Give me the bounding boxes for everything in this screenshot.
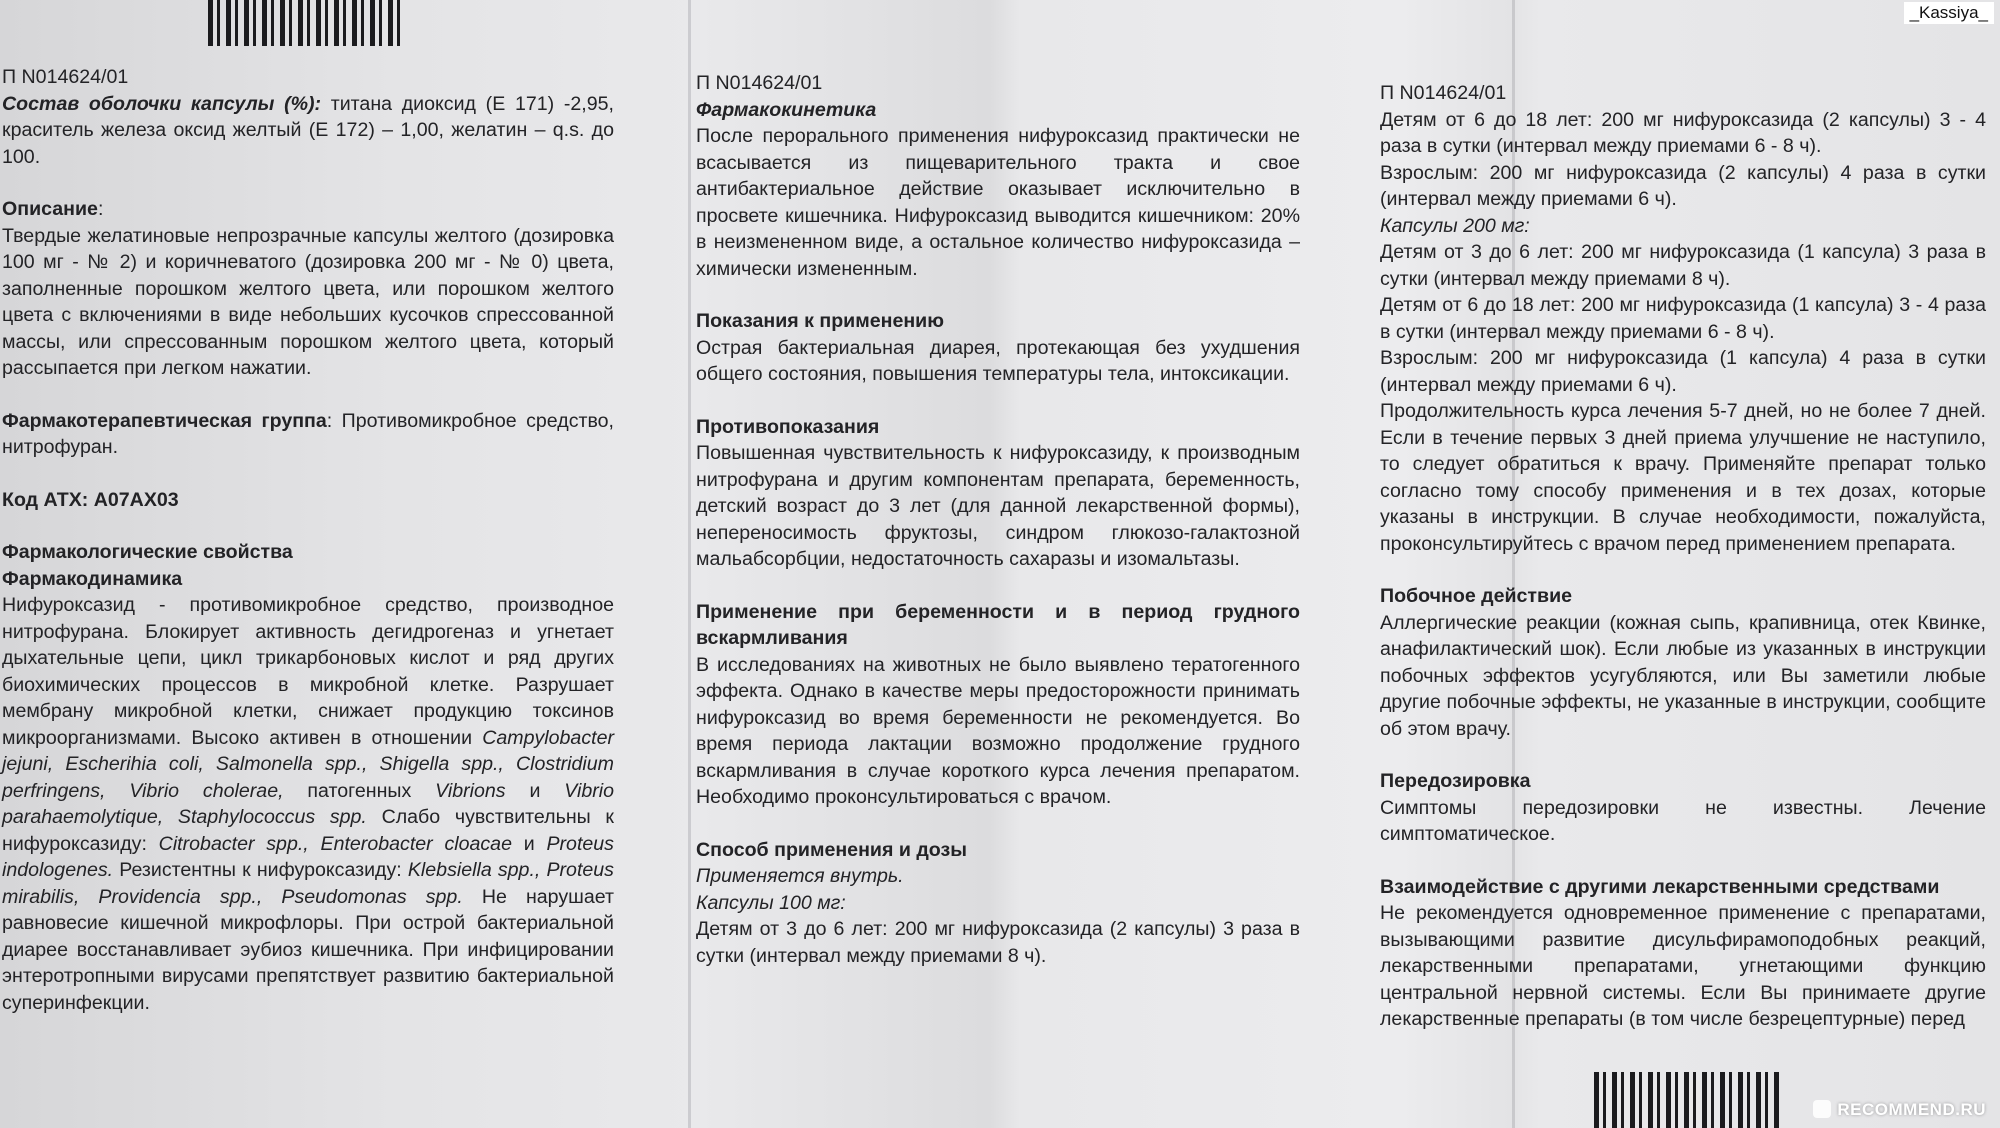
pharm-props-heading: Фармакологические свойства <box>2 541 293 563</box>
barcode-bottom <box>1594 1072 1780 1128</box>
dosage-caps100: Капсулы 100 мг: <box>696 891 846 914</box>
pharm-group: Фармакотерапевтическая группа: Противомикробное средство, нитрофуран. <box>2 409 614 458</box>
indications-heading: Показания к применению <box>696 310 944 332</box>
dosage2-child-6-18: Детям от 6 до 18 лет: 200 мг нифуроксазида (1 капсула) 3 - 4 раза в сутки (интервал между приемами 6 - 8 ч). <box>1380 294 1986 343</box>
pharmacodynamics-text: Нифуроксазид - противомикробное средство, производное нитрофурана. Блокирует активность дегидрогеназ и угнетает дыхательные цепи, цикл трикарбоновых кислот и ряд других биохимических процессов в микробной клетке. Разрушает мембрану микробной клетки, снижает продукцию токсинов микроорганизмами. Высоко активен в отношении Campylobacter jejuni, Escherihia coli, Salmonella spp., Shigella spp., Clostridium perfringens, Vibrio cholerae, патогенных Vibrions и Vibrio parahaemolytique, Staphylococcus spp. Слабо чувствительны к нифуроксазиду: Citrobacter spp., Enterobacter cloacae и Proteus indologenes. Резистентны к нифуроксазиду: Klebsiella spp., Proteus mirabilis, Providencia spp., Pseudomonas spp. Не нарушает равновесие кишечной микрофлоры. При острой бактериальной диарее восстанавливает эубиоз кишечника. При инфицировании энтеротропными вирусами препятствует развитию бактериальной суперинфекции. <box>2 594 614 1014</box>
dosage-child-3-6: Детям от 3 до 6 лет: 200 мг нифуроксазида (2 капсулы) 3 раза в сутки (интервал между приемами 8 ч). <box>696 918 1300 967</box>
dosage2-adult: Взрослым: 200 мг нифуроксазида (1 капсула) 4 раза в сутки (интервал между приемами 6 ч). <box>1380 347 1986 396</box>
column-middle <box>696 70 1300 969</box>
interactions-heading: Взаимодействие с другими лекарственными средствами <box>1380 875 1940 898</box>
dosage2-child-3-6: Детям от 3 до 6 лет: 200 мг нифуроксазида (1 капсула) 3 раза в сутки (интервал между приемами 8 ч). <box>1380 241 1986 290</box>
interactions-text: Не рекомендуется одновременное применение с препаратами, вызывающими развитие дисульфирамоподобных реакций, лекарственными препаратами, угнетающими функцию центральной нервной системы. Если Вы принимаете другие лекарственные препараты (в том числе безрецептурные) перед <box>1380 902 1986 1030</box>
side-effects-heading: Побочное действие <box>1380 585 1573 607</box>
overdose-text: Симптомы передозировки не известны. Лечение симптоматическое. <box>1380 796 1986 845</box>
description-text: Твердые желатиновые непрозрачные капсулы желтого (дозировка 100 мг - № 2) и коричневатого (дозировка 200 мг - № 0) цвета, заполненные порошком желтого цвета, или порошком желтого цвета с включениями в виде небольших кусочков спрессованной массы, или спрессованным порошком желтого цвета, который рассыпается при легком нажатии. <box>2 224 614 379</box>
overdose-heading: Передозировка <box>1380 770 1531 792</box>
recommend-logo-icon <box>1813 1100 1831 1118</box>
description-heading: Описание: <box>2 198 104 220</box>
atc-code: Код АТХ: A07AX03 <box>2 488 179 511</box>
column-left <box>2 64 614 1016</box>
barcode-top <box>208 0 400 46</box>
dosage-child-6-18: Детям от 6 до 18 лет: 200 мг нифуроксазида (2 капсулы) 3 - 4 раза в сутки (интервал между приемами 6 - 8 ч). <box>1380 108 1986 157</box>
contraindications-text: Повышенная чувствительность к нифуроксазиду, к производным нитрофурана и другим компонентам препарата, беременность, детский возраст до 3 лет (для данной лекарственной формы), непереносимость фруктозы, синдром глюкозо-галактозной мальабсорбции, недостаточность сахаразы и изомальтазы. <box>696 442 1300 570</box>
watermark-username: _Kassiya_ <box>1904 2 1994 24</box>
pregnancy-heading: Применение при беременности и в период грудного вскармливания <box>696 600 1300 649</box>
course-duration: Продолжительность курса лечения 5-7 дней, но не более 7 дней. Если в течение первых 3 дней приема улучшение не наступило, то следует обратиться к врачу. Применяйте препарат только согласно тому способу применения и в тех дозах, которые указаны в инструкции. В случае необходимости, пожалуйста, проконсультируйтесь с врачом перед применением препарата. <box>1380 400 1986 555</box>
dosage-caps200: Капсулы 200 мг: <box>1380 214 1530 237</box>
contraindications-heading: Противопоказания <box>696 415 880 438</box>
dosage-oral: Применяется внутрь. <box>696 865 904 887</box>
shell-composition: Состав оболочки капсулы (%): титана диоксид (E 171) -2,95, краситель железа оксид желтый (E 172) – 1,00, желатин – q.s. до 100. <box>2 92 614 168</box>
pharmacokinetics-heading: Фармакокинетика <box>696 98 877 121</box>
pharmacodynamics-heading: Фармакодинамика <box>2 567 183 590</box>
fold-line-left <box>688 0 691 1128</box>
pharmacokinetics-text: После перорального применения нифуроксазид практически не всасывается из пищеварительного тракта и свое антибактериальное действие оказывает исключительно в просвете кишечника. Нифуроксазид выводится кишечником: 20% в неизмененном виде, а остальное количество нифуроксазида – химически измененным. <box>696 125 1300 280</box>
column-right <box>1380 80 1986 1033</box>
registration-code: П N014624/01 <box>696 72 823 94</box>
side-effects-text: Аллергические реакции (кожная сыпь, крапивница, отек Квинке, анафилактический шок). Если любые из указанных в инструкции побочных эффектов усугубляются, или Вы заметили любые другие побочные эффекты, не указанные в инструкции, сообщите об этом врачу. <box>1380 611 1986 740</box>
registration-code: П N014624/01 <box>1380 82 1507 104</box>
dosage-heading: Способ применения и дозы <box>696 838 967 861</box>
indications-text: Острая бактериальная диарея, протекающая без ухудшения общего состояния, повышения температуры тела, интоксикации. <box>696 336 1300 385</box>
registration-code: П N014624/01 <box>2 66 129 88</box>
recommend-logo: RECOMMEND.RU <box>1813 1100 1986 1120</box>
dosage-adult: Взрослым: 200 мг нифуроксазида (2 капсулы) 4 раза в сутки (интервал между приемами 6 ч). <box>1380 161 1986 210</box>
pregnancy-text: В исследованиях на животных не было выявлено тератогенного эффекта. Однако в качестве меры предосторожности принимать нифуроксазид во время беременности не рекомендуется. Во время периода лактации возможно продолжение грудного вскармливания в случае короткого курса лечения препаратом. Необходимо проконсультироваться с врачом. <box>696 653 1300 808</box>
